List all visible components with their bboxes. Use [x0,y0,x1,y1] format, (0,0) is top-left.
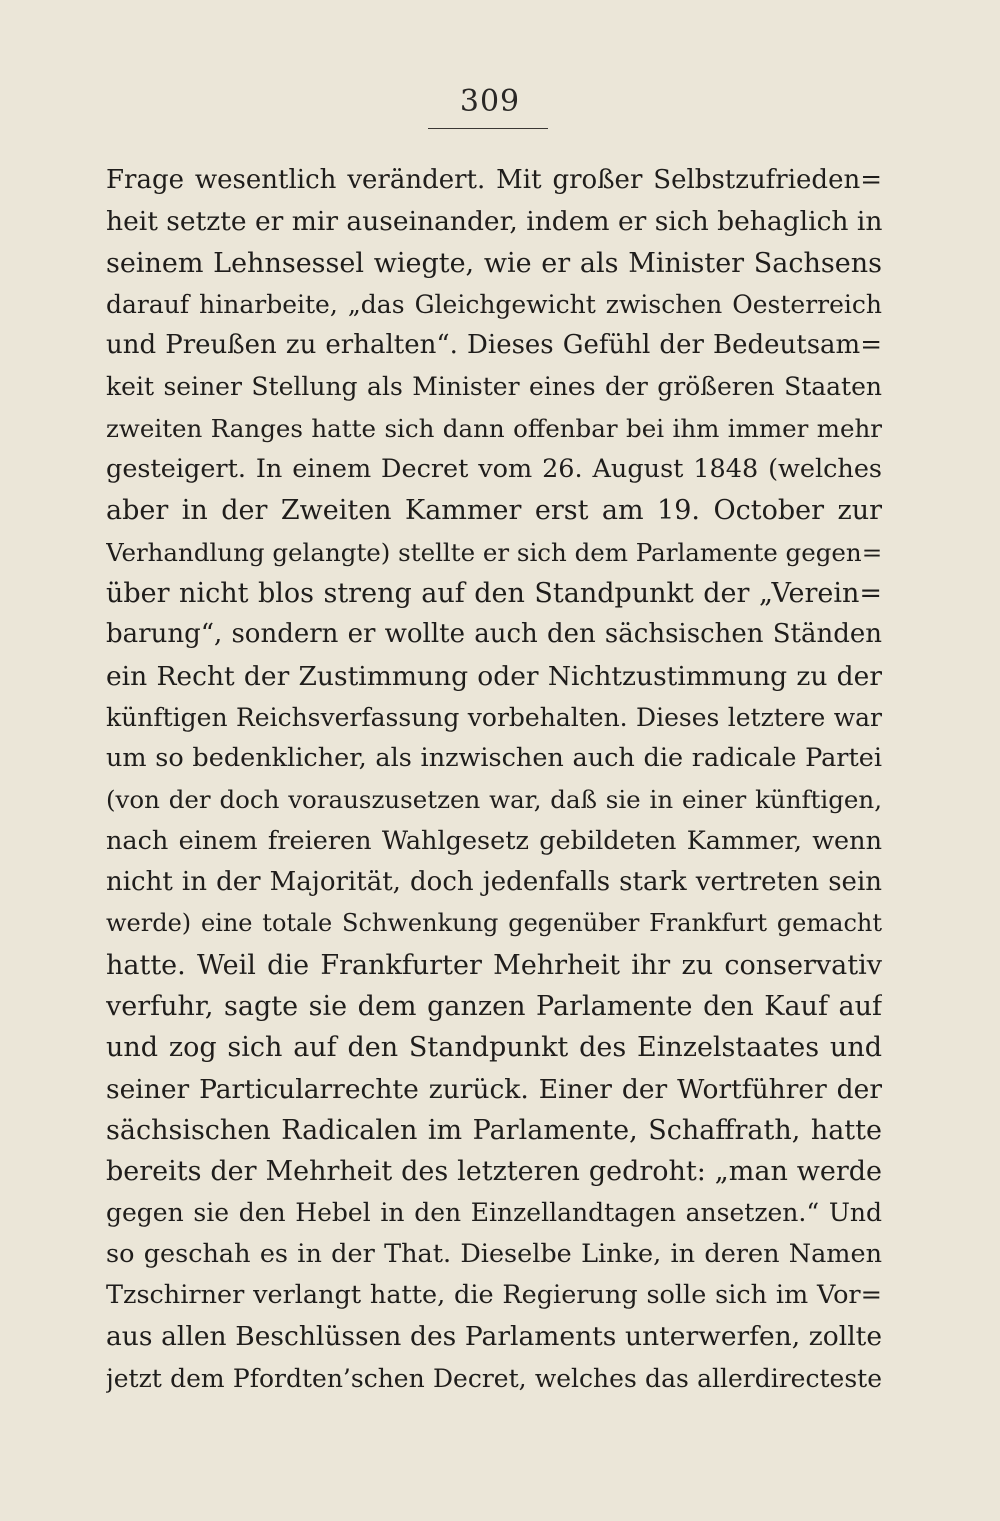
text-line: seinem Lehnsessel wiegte, wie er als Minister Sachsens [106,247,882,279]
text-line: barung“, sondern er wollte auch den sächsischen Ständen [106,619,882,650]
page-number: 309 [459,84,521,119]
text-line: keit seiner Stellung als Minister eines der größeren Staaten [106,372,882,402]
text-line: hatte. Weil die Frankfurter Mehrheit ihr zu conservativ [106,949,882,981]
text-line: zweiten Ranges hatte sich dann offenbar bei ihm immer mehr [106,413,882,443]
text-line: künftigen Reichsverfassung vorbehalten. Dieses letztere war [106,702,882,732]
text-line: Verhandlung gelangte) stellte er sich dem Parlamente gegen= [106,537,882,567]
text-line: aber in der Zweiten Kammer erst am 19. October zur [106,495,882,527]
text-line: (von der doch vorauszusetzen war, daß sie in einer künftigen, [106,785,882,815]
text-line: heit setzte er mir auseinander, indem er sich behaglich in [106,206,882,238]
text-line: sächsischen Radicalen im Parlamente, Schaffrath, hatte [106,1114,882,1146]
text-line: um so bedenklicher, als inzwischen auch die radicale Partei [106,743,882,774]
text-line: so geschah es in der That. Dieselbe Linke, in deren Namen [106,1238,882,1269]
text-line: gesteigert. In einem Decret vom 26. August 1848 (welches [106,454,882,485]
header-rule [428,128,548,129]
text-line: bereits der Mehrheit des letzteren gedroht: „man werde [106,1156,882,1188]
text-line: darauf hinarbeite, „das Gleichgewicht zwischen Oesterreich [106,289,882,319]
text-line: und zog sich auf den Standpunkt des Einzelstaates und [106,1032,882,1064]
text-line: aus allen Beschlüssen des Parlaments unterwerfen, zollte [106,1321,882,1353]
text-line: gegen sie den Hebel in den Einzellandtagen ansetzen.“ Und [106,1198,882,1228]
text-line: seiner Particularrechte zurück. Einer der Wortführer der [106,1073,882,1105]
text-line: Tzschirner verlangt hatte, die Regierung solle sich im Vor= [106,1280,882,1311]
text-line: werde) eine totale Schwenkung gegenüber Frankfurt gemacht [106,909,882,938]
text-line: ein Recht der Zustimmung oder Nichtzustimmung zu der [106,660,882,692]
text-line: verfuhr, sagte sie dem ganzen Parlamente den Kauf auf [106,990,882,1022]
text-line: über nicht blos streng auf den Standpunkt der „Verein= [106,577,882,609]
text-line: nach einem freieren Wahlgesetz gebildeten Kammer, wenn [106,825,882,856]
body-text [106,160,882,1399]
text-line: nicht in der Majorität, doch jedenfalls stark vertreten sein [106,867,882,898]
text-line: und Preußen zu erhalten“. Dieses Gefühl der Bedeutsam= [106,330,882,361]
text-line: Frage wesentlich verändert. Mit großer Selbstzufrieden= [106,165,882,195]
text-line: jetzt dem Pfordten’schen Decret, welches das allerdirecteste [106,1363,882,1393]
